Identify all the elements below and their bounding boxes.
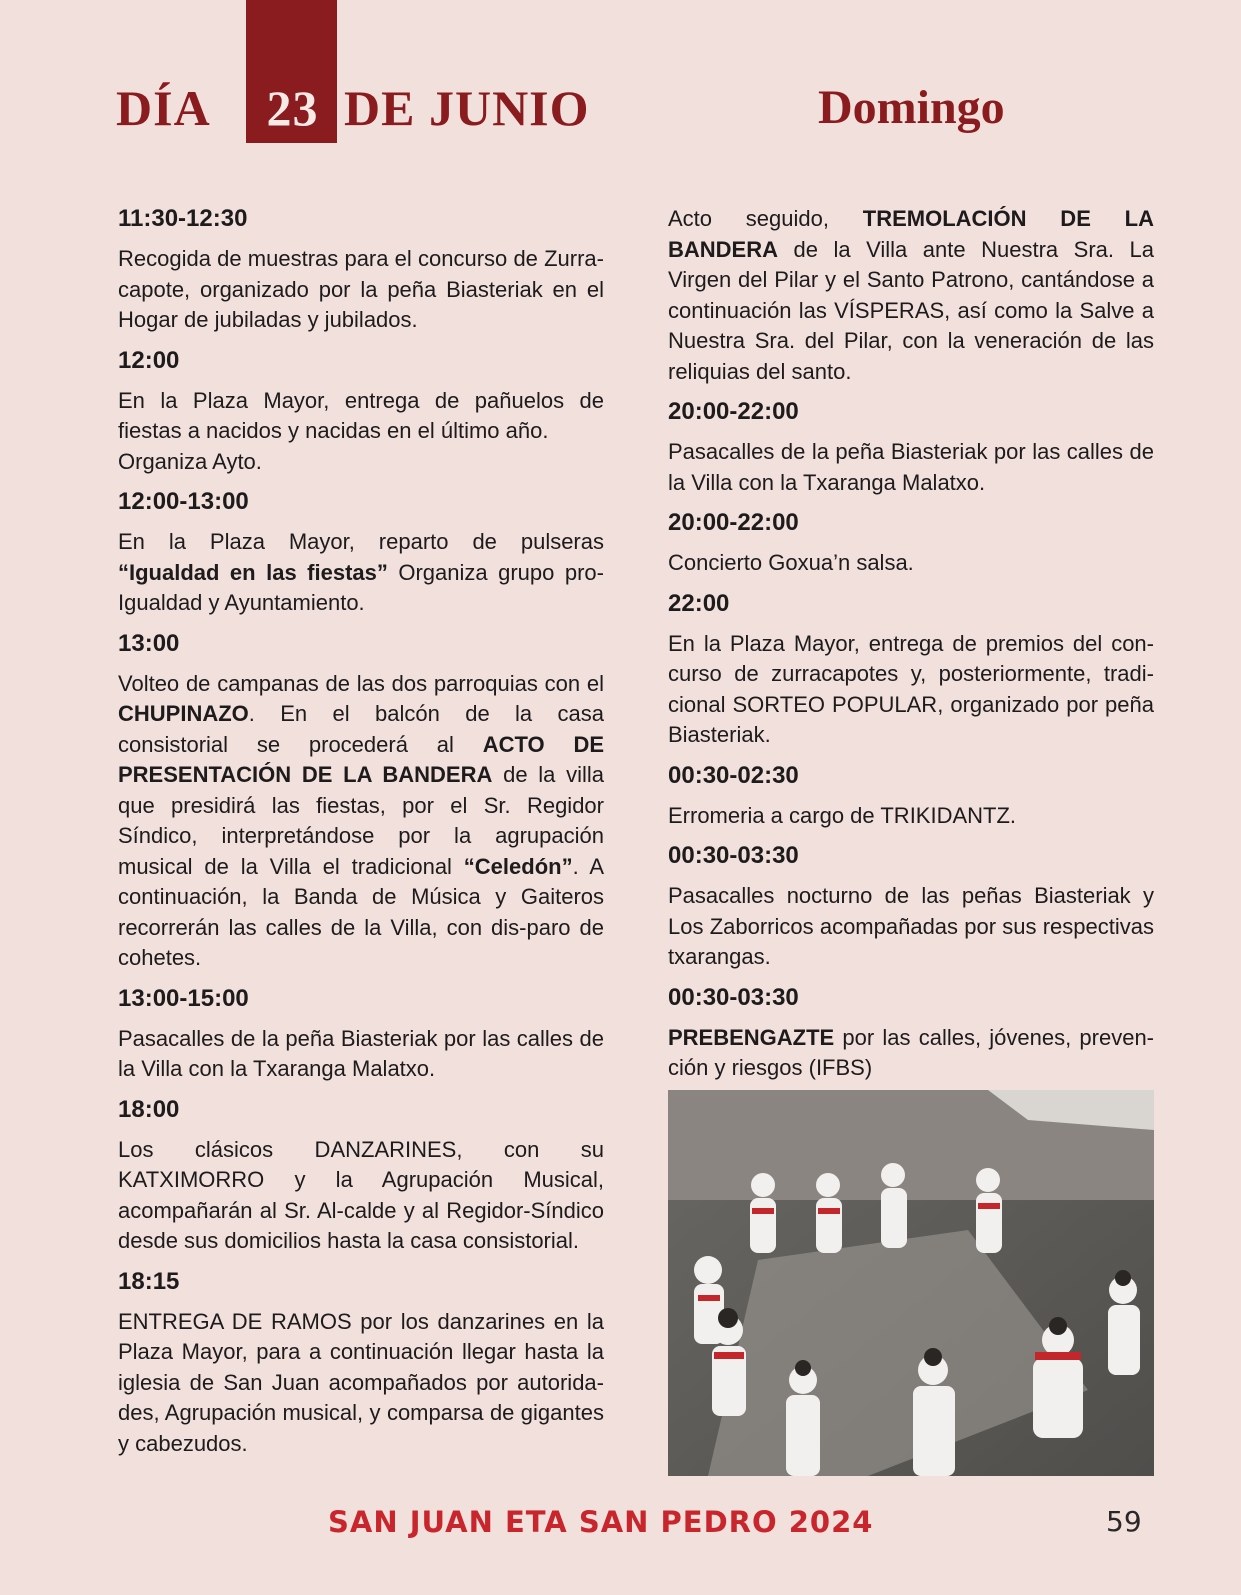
event-time: 22:00	[668, 589, 730, 617]
event-description: Erromeria a cargo de TRIKIDANTZ.	[668, 802, 1017, 828]
event-description: En la Plaza Mayor, reparto de pulseras “Igualdad en las fiestas” Organiza grupo pro-Igualdad y Ayuntamiento.	[118, 529, 604, 615]
page-number: 59	[1106, 1505, 1142, 1538]
event-description: Volteo de campanas de las dos parroquias con el CHUPINAZO. En el balcón de la casa consistorial se procederá al ACTO DE PRESENTACIÓN DE LA BANDERA de la villa que presidirá las fiestas, por el Sr. Regidor Síndico, interpretándose por la agrupación musical de la Villa el tradicional “Celedón”. A continuación, la Banda de Música y Gaiteros recorrerán las calles de la Villa, con dis-paro de cohetes.	[118, 670, 605, 970]
event-description: Pasacalles nocturno de las peñas Biasteriak y Los Zaborricos acompañadas por sus respectivas txarangas.	[668, 883, 1154, 969]
event-description: ENTREGA DE RAMOS por los danzarines en la Plaza Mayor, para a continuación llegar hasta la iglesia de San Juan acompañados por autorida-des, Agrupación musical, y comparsa de gigantes y cabezudos.	[118, 1308, 604, 1456]
event-description: Pasacalles de la peña Biasteriak por las calles de la Villa con la Txaranga Malatxo.	[118, 1025, 604, 1081]
event-time: 12:00-13:00	[118, 488, 249, 515]
event-time: 12:00	[118, 346, 180, 374]
event-time: 13:00	[118, 629, 180, 657]
event-time: 00:30-03:30	[668, 842, 799, 869]
schedule-right-column	[668, 204, 1154, 1094]
event-description: PREBENGAZTE por las calles, jóvenes, preven-ción y riesgos (IFBS)	[668, 1024, 1154, 1080]
event-time: 18:00	[118, 1095, 180, 1123]
event-description: En la Plaza Mayor, entrega de pañuelos de fiestas a nacidos y nacidas en el último año. Organiza Ayto.	[118, 387, 604, 474]
footer-title: SAN JUAN ETA SAN PEDRO 2024	[328, 1505, 874, 1539]
event-time: 00:30-02:30	[668, 761, 799, 789]
header-day-word: DÍA	[116, 80, 211, 136]
event-description: En la Plaza Mayor, entrega de premios del con-curso de zurracapotes y, posteriormente, tradi-cional SORTEO POPULAR, organizado por peña Biasteriak.	[668, 630, 1154, 747]
event-description: Recogida de muestras para el concurso de Zurra-capote, organizado por la peña Biasteriak en el Hogar de jubiladas y jubilados.	[118, 246, 604, 332]
event-time: 20:00-22:00	[668, 509, 799, 536]
event-time: 20:00-22:00	[668, 398, 799, 425]
event-time: 18:15	[118, 1267, 180, 1295]
schedule-left-column	[118, 204, 604, 1469]
festival-photo	[668, 1090, 1154, 1476]
event-description: Pasacalles de la peña Biasteriak por las calles de la Villa con la Txaranga Malatxo.	[668, 439, 1154, 495]
event-time: 13:00-15:00	[118, 984, 249, 1012]
event-time: 00:30-03:30	[668, 983, 799, 1011]
event-time: 11:30-12:30	[118, 205, 248, 232]
header-day-number: 23	[266, 80, 319, 136]
header-weekday: Domingo	[818, 81, 1005, 134]
event-intro: Acto seguido, TREMOLACIÓN DE LA BANDERA de la Villa ante Nuestra Sra. La Virgen del Pilar y el Santo Patrono, cantándose a continuación las VÍSPERAS, así como la Salve a Nuestra Sra. del Pilar, con la veneración de las reliquias del santo.	[668, 206, 1154, 384]
header-month: DE JUNIO	[344, 80, 590, 136]
event-description: Los clásicos DANZARINES, con su KATXIMORRO y la Agrupación Musical, acompañarán al Sr. Al-calde y al Regidor-Síndico desde sus domicilios hasta la casa consistorial.	[118, 1136, 604, 1253]
event-description: Concierto Goxua’n salsa.	[668, 550, 914, 575]
